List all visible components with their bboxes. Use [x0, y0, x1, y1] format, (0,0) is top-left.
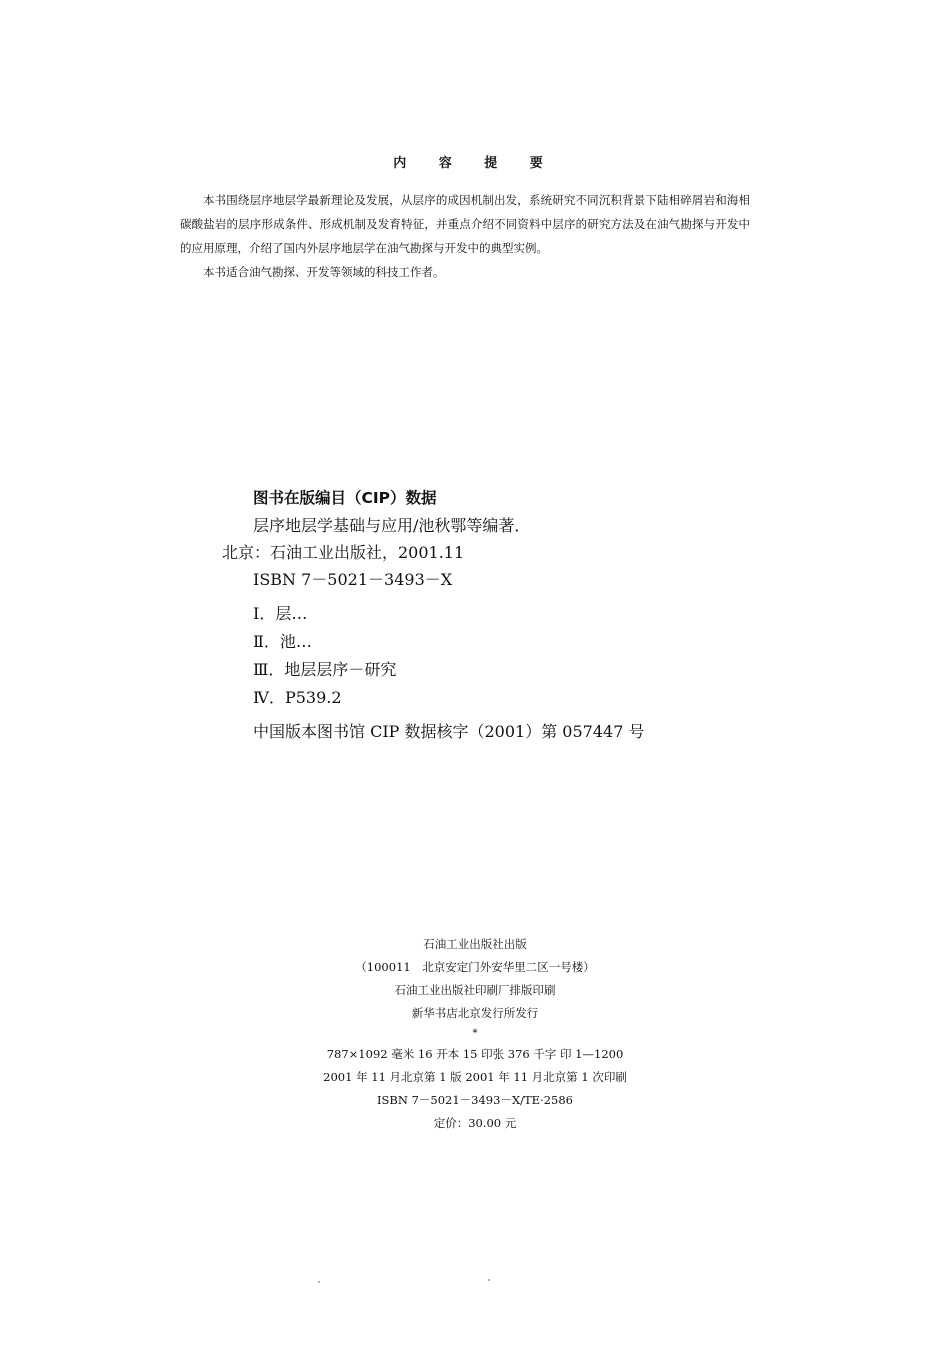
cip-publisher-line: 北京：石油工业出版社，2001.11	[222, 543, 465, 562]
imprint-address: （100011 北京安定门外安华里二区一号楼）	[355, 960, 595, 974]
imprint-block	[0, 933, 950, 1135]
imprint-edition: 2001 年 11 月北京第 1 版 2001 年 11 月北京第 1 次印刷	[323, 1070, 627, 1084]
cip-classification: Ⅱ．池…	[253, 632, 312, 651]
cip-classification: Ⅰ．层…	[253, 604, 308, 623]
scan-speck	[488, 1279, 490, 1281]
imprint-separator: *	[472, 1028, 478, 1039]
imprint-specs: 787×1092 毫米 16 开本 15 印张 376 千字 印 1—1200	[326, 1047, 624, 1061]
cip-classification: Ⅲ．地层层序－研究	[253, 660, 397, 679]
summary-paragraph: 本书适合油气勘探、开发等领域的科技工作者。	[203, 265, 445, 279]
imprint-price: 定价：30.00 元	[433, 1116, 517, 1130]
cip-block	[222, 484, 753, 746]
scan-speck	[318, 1281, 320, 1283]
imprint-isbn: ISBN 7－5021－3493－X/TE·2586	[377, 1093, 573, 1107]
cip-gap	[253, 593, 753, 600]
cip-classification: Ⅳ．P539.2	[253, 688, 342, 707]
summary-paragraph: 本书围绕层序地层学最新理论及发展，从层序的成因机制出发，系统研究不同沉积背景下陆相碎屑岩和海相碳酸盐岩的层序形成条件、形成机制及发育特征，并重点介绍不同资料中层序的研究方法及在油气勘探与开发中的应用原理，介绍了国内外层序地层学在油气勘探与开发中的典型实例。	[180, 193, 750, 255]
cip-title-line: 层序地层学基础与应用/池秋鄂等编著．	[253, 516, 531, 535]
imprint-publisher: 石油工业出版社出版	[423, 937, 527, 951]
cip-heading: 图书在版编目（CIP）数据	[253, 489, 437, 507]
summary-body	[180, 188, 750, 284]
summary-title: 内 容 提 要	[393, 156, 557, 171]
cip-number: 中国版本图书馆 CIP 数据核字（2001）第 057447 号	[253, 722, 645, 741]
cip-isbn-line: ISBN 7－5021－3493－X	[253, 570, 453, 589]
imprint-distributor: 新华书店北京发行所发行	[411, 1006, 539, 1020]
imprint-printer: 石油工业出版社印刷厂排版印刷	[394, 983, 556, 997]
